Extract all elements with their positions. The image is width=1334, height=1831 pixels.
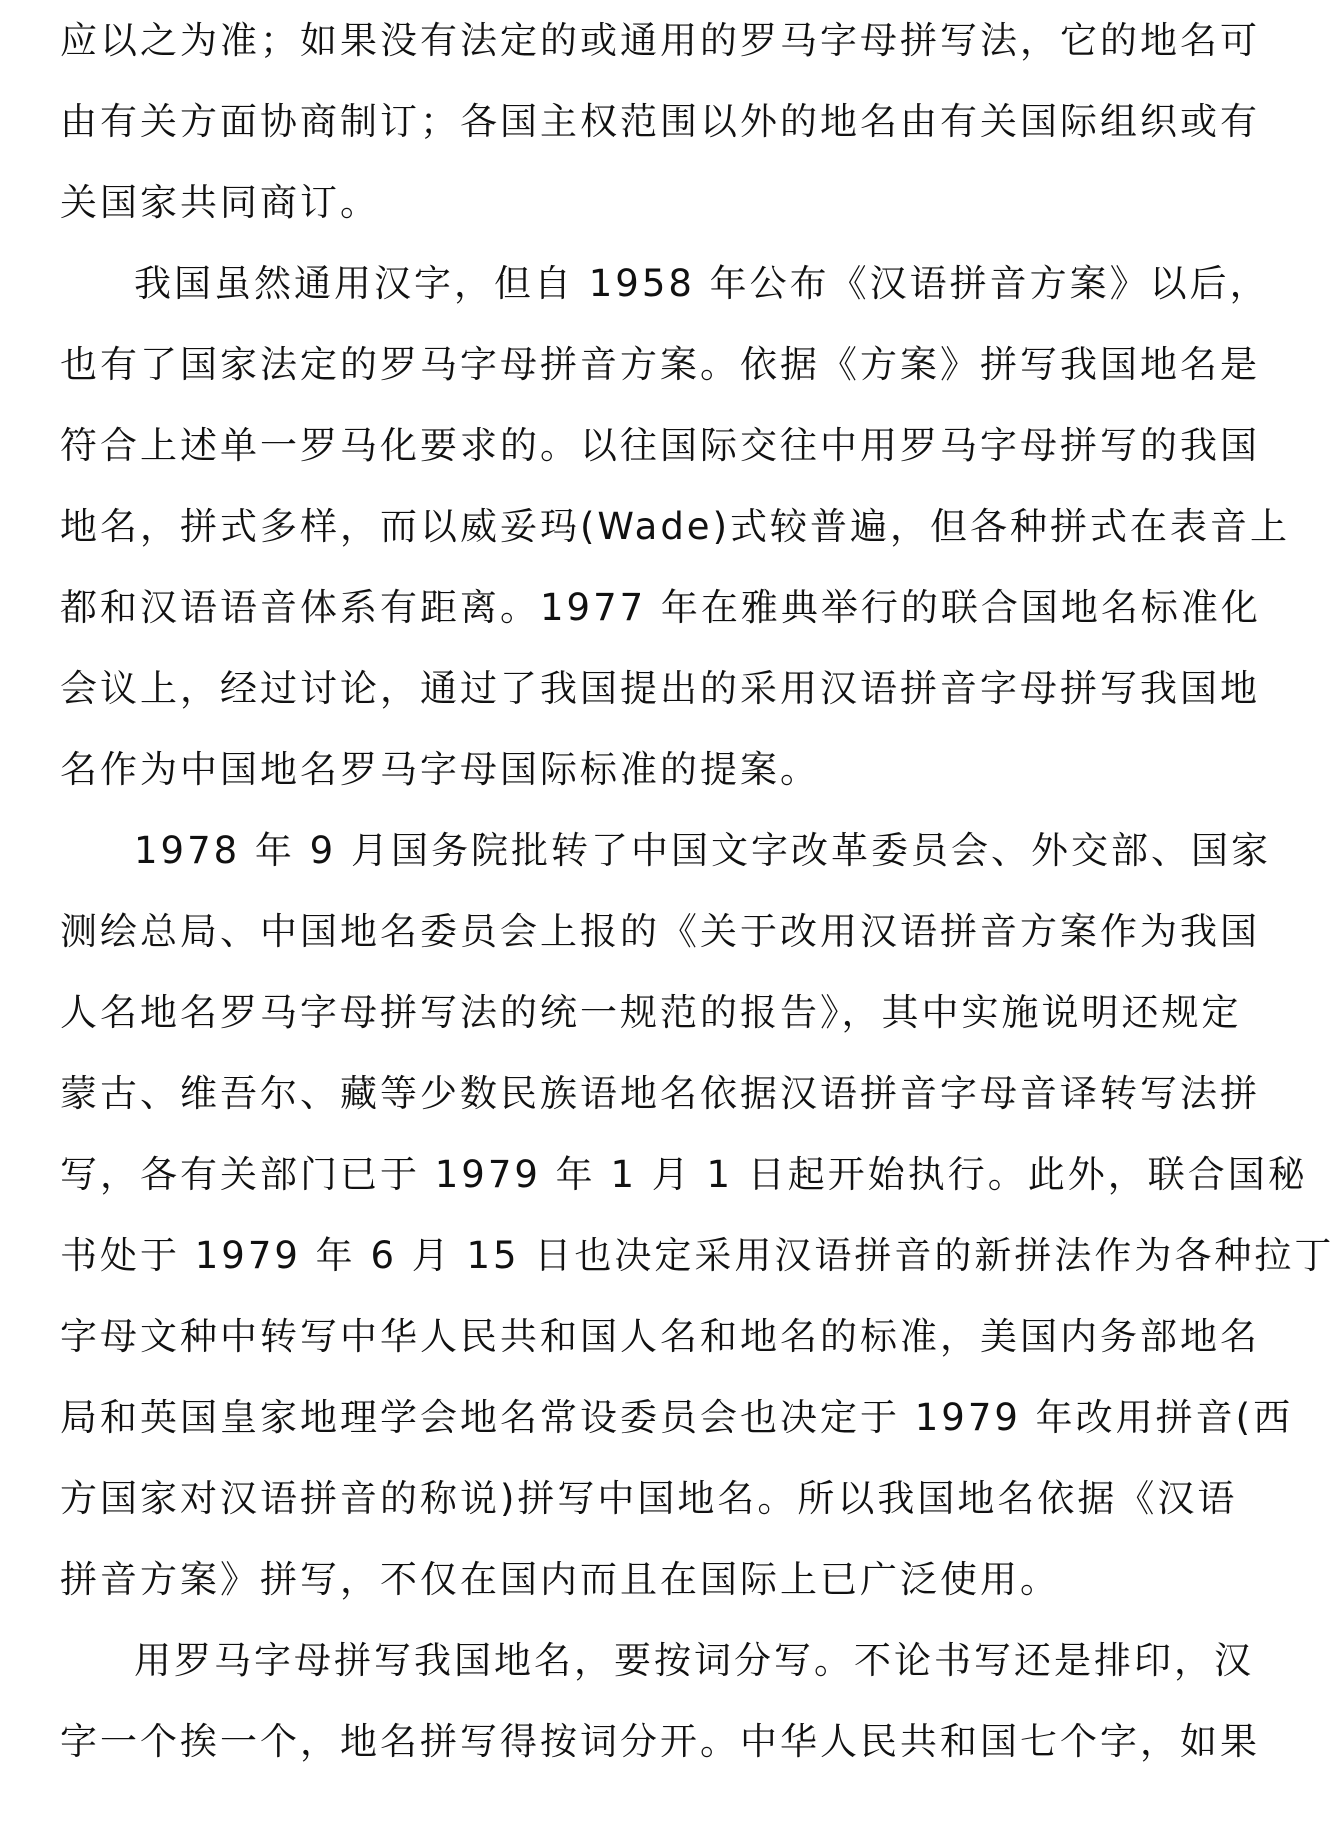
text-line: 也有了国家法定的罗马字母拼音方案。依据《方案》拼写我国地名是 bbox=[60, 343, 1260, 386]
text-line: 局和英国皇家地理学会地名常设委员会也决定于 1979 年改用拼音(西 bbox=[60, 1396, 1294, 1439]
text-line: 字一个挨一个，地名拼写得按词分开。中华人民共和国七个字，如果 bbox=[60, 1720, 1260, 1763]
text-line: 地名，拼式多样，而以威妥玛(Wade)式较普遍，但各种拼式在表音上 bbox=[60, 505, 1291, 548]
text-line: 测绘总局、中国地名委员会上报的《关于改用汉语拼音方案作为我国 bbox=[60, 910, 1260, 953]
paragraph-1 bbox=[60, 0, 1260, 243]
text-line: 方国家对汉语拼音的称说)拼写中国地名。所以我国地名依据《汉语 bbox=[60, 1477, 1238, 1520]
text-line: 符合上述单一罗马化要求的。以往国际交往中用罗马字母拼写的我国 bbox=[60, 424, 1260, 467]
text-line: 我国虽然通用汉字，但自 1958 年公布《汉语拼音方案》以后， bbox=[134, 262, 1270, 305]
document-body bbox=[60, 0, 1334, 1782]
text-line: 关国家共同商订。 bbox=[60, 181, 380, 224]
text-line: 书处于 1979 年 6 月 15 日也决定采用汉语拼音的新拼法作为各种拉丁 bbox=[60, 1234, 1334, 1277]
text-line: 人名地名罗马字母拼写法的统一规范的报告》，其中实施说明还规定 bbox=[60, 991, 1242, 1034]
text-line: 应以之为准；如果没有法定的或通用的罗马字母拼写法，它的地名可 bbox=[60, 19, 1260, 62]
text-line: 字母文种中转写中华人民共和国人名和地名的标准，美国内务部地名 bbox=[60, 1315, 1260, 1358]
text-line: 名作为中国地名罗马字母国际标准的提案。 bbox=[60, 748, 820, 791]
text-line: 蒙古、维吾尔、藏等少数民族语地名依据汉语拼音字母音译转写法拼 bbox=[60, 1072, 1260, 1115]
text-line: 会议上，经过讨论，通过了我国提出的采用汉语拼音字母拼写我国地 bbox=[60, 667, 1260, 710]
paragraph-2 bbox=[60, 243, 1291, 810]
text-line: 写，各有关部门已于 1979 年 1 月 1 日起开始执行。此外，联合国秘 bbox=[60, 1153, 1308, 1196]
text-line: 1978 年 9 月国务院批转了中国文字改革委员会、外交部、国家 bbox=[134, 829, 1271, 872]
text-line: 由有关方面协商制订；各国主权范围以外的地名由有关国际组织或有 bbox=[60, 100, 1260, 143]
text-line: 用罗马字母拼写我国地名，要按词分写。不论书写还是排印，汉 bbox=[134, 1639, 1254, 1682]
paragraph-3 bbox=[60, 810, 1334, 1620]
paragraph-4 bbox=[60, 1620, 1260, 1782]
text-line: 拼音方案》拼写，不仅在国内而且在国际上已广泛使用。 bbox=[60, 1558, 1060, 1601]
text-line: 都和汉语语音体系有距离。1977 年在雅典举行的联合国地名标准化 bbox=[60, 586, 1261, 629]
